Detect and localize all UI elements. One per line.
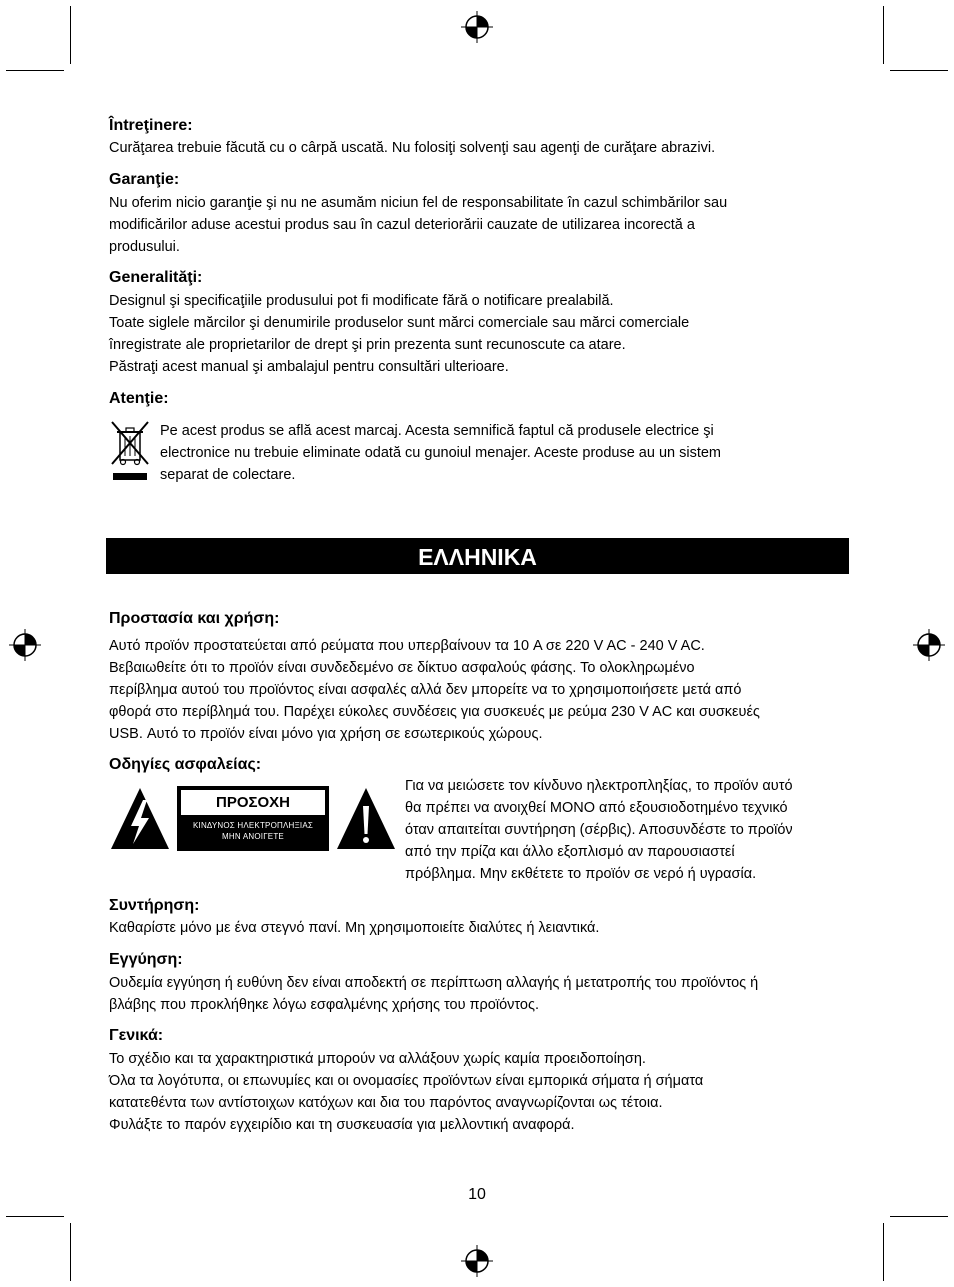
ro-general-heading: Generalităţi: [109, 269, 203, 286]
registration-mark-icon [8, 628, 42, 662]
ro-maintenance-text: Curăţarea trebuie făcută cu o cârpă uscată. Nu folosiţi solvenţi sau agenţi de curăţare abrazivi. [109, 140, 716, 156]
el-warranty-heading: Εγγύηση: [109, 951, 183, 968]
exclamation-warning-icon [335, 786, 397, 851]
registration-mark-icon [912, 628, 946, 662]
ro-maintenance-heading: Întreţinere: [109, 117, 193, 134]
crop-mark [70, 1223, 71, 1281]
el-safety-text: Για να μειώσετε τον κίνδυνο ηλεκτροπληξίας, το προϊόν αυτό θα πρέπει να ανοιχθεί ΜΟΝΟ από εξουσιοδοτημένο τεχνικό όταν απαιτείται συντήρηση (σέρβις). Αποσυνδέστε το προϊόν από την πρίζα και άλλο εξοπλισμό αν παρουσιαστεί πρόβλημα. Μην εκθέτετε το προϊόν σε νερό ή υγρασία. [405, 778, 793, 882]
weee-crossed-bin-icon [109, 420, 151, 482]
ro-attention-text: Pe acest produs se află acest marcaj. Acesta semnifică faptul că produsele electrice şi electronice nu trebuie eliminate odată cu gunoiul menajer. Aceste produse au un sistem separat de colectare. [160, 423, 722, 483]
caution-label-line2: ΜΗΝ ΑΝΟΙΓΕΤΕ [222, 832, 284, 841]
crop-mark [6, 70, 64, 71]
el-general-text: Το σχέδιο και τα χαρακτηριστικά μπορούν να αλλάξουν χωρίς καμία προειδοποίηση. Όλα τα λογότυπα, οι επωνυμίες και οι ονομασίες προϊόντων είναι εμπορικά σήματα ή σήματα κατατεθέντα των αντίστοιχων κατόχων και δια του παρόντος αναγνωρίζονται ως τέτοια. Φυλάξτε το παρόν εγχειρίδιο και τη συσκευασία για μελλοντική αναφορά. [109, 1051, 704, 1133]
ro-warranty-heading: Garanţie: [109, 171, 180, 188]
caution-label [177, 786, 329, 851]
electric-shock-warning-icon [109, 786, 171, 851]
el-warranty-text: Ουδεμία εγγύηση ή ευθύνη δεν είναι αποδεκτή σε περίπτωση αλλαγής ή μετατροπής του προϊόντος ή βλάβης που προκλήθηκε λόγω εσφαλμένης χρήσης του προϊόντος. [109, 975, 759, 1013]
caution-label-title: ΠΡΟΣΟΧΗ [181, 790, 325, 815]
crop-mark [890, 70, 948, 71]
crop-mark [6, 1216, 64, 1217]
crop-mark [883, 6, 884, 64]
ro-general-text: Designul şi specificaţiile produsului pot fi modificate fără o notificare prealabilă. Toate siglele mărcilor şi denumirile produselor sunt mărci comerciale sau mărci comerciale înregistrate ale proprietarilor de drept şi prin prezenta sunt recunoscute ca atare. Păstraţi acest manual şi ambalajul pentru consultări ulterioare. [109, 293, 690, 375]
registration-mark-icon [460, 10, 494, 44]
ro-attention-heading: Atenţie: [109, 390, 169, 407]
language-banner: ΕΛΛΗΝΙΚΑ [106, 538, 849, 574]
crop-mark [890, 1216, 948, 1217]
el-maintenance-text: Καθαρίστε μόνο με ένα στεγνό πανί. Μη χρησιμοποιείτε διαλύτες ή λειαντικά. [109, 920, 600, 936]
el-maintenance-heading: Συντήρηση: [109, 897, 200, 914]
el-general-heading: Γενικά: [109, 1027, 164, 1044]
el-protection-text: Αυτό προϊόν προστατεύεται από ρεύματα που υπερβαίνουν τα 10 A σε 220 V AC - 240 V AC. Βεβαιωθείτε ότι το προϊόν είναι συνδεδεμένο σε δίκτυο ασφαλούς φάσης. Το ολοκληρωμένο περίβλημα αυτού του προϊόντος είναι ασφαλές αλλά δεν μπορείτε να το χρησιμοποιήσετε μετά από φθορά στο περίβλημά του. Παρέχει εύκολες συνδέσεις για συσκευές με ρεύμα 230 V AC και συσκευές USB. Αυτό το προϊόν είναι μόνο για χρήση σε εσωτερικούς χώρους. [109, 638, 760, 742]
registration-mark-icon [460, 1244, 494, 1278]
crop-mark [70, 6, 71, 64]
caution-label-line1: ΚΙΝΔΥΝΟΣ ΗΛΕΚΤΡΟΠΛΗΞΙΑΣ [192, 821, 314, 830]
el-protection-heading: Προστασία και χρήση: [109, 610, 280, 627]
el-safety-heading: Οδηγίες ασφαλείας: [109, 756, 262, 773]
page-number: 10 [468, 1186, 486, 1203]
ro-warranty-text: Nu oferim nicio garanţie şi nu ne asumăm niciun fel de responsabilitate în cazul schimbărilor sau modificărilor aduse acestui produs sau în cazul deteriorării cauzate de utilizarea incorectă a produsului. [109, 195, 728, 255]
crop-mark [883, 1223, 884, 1281]
